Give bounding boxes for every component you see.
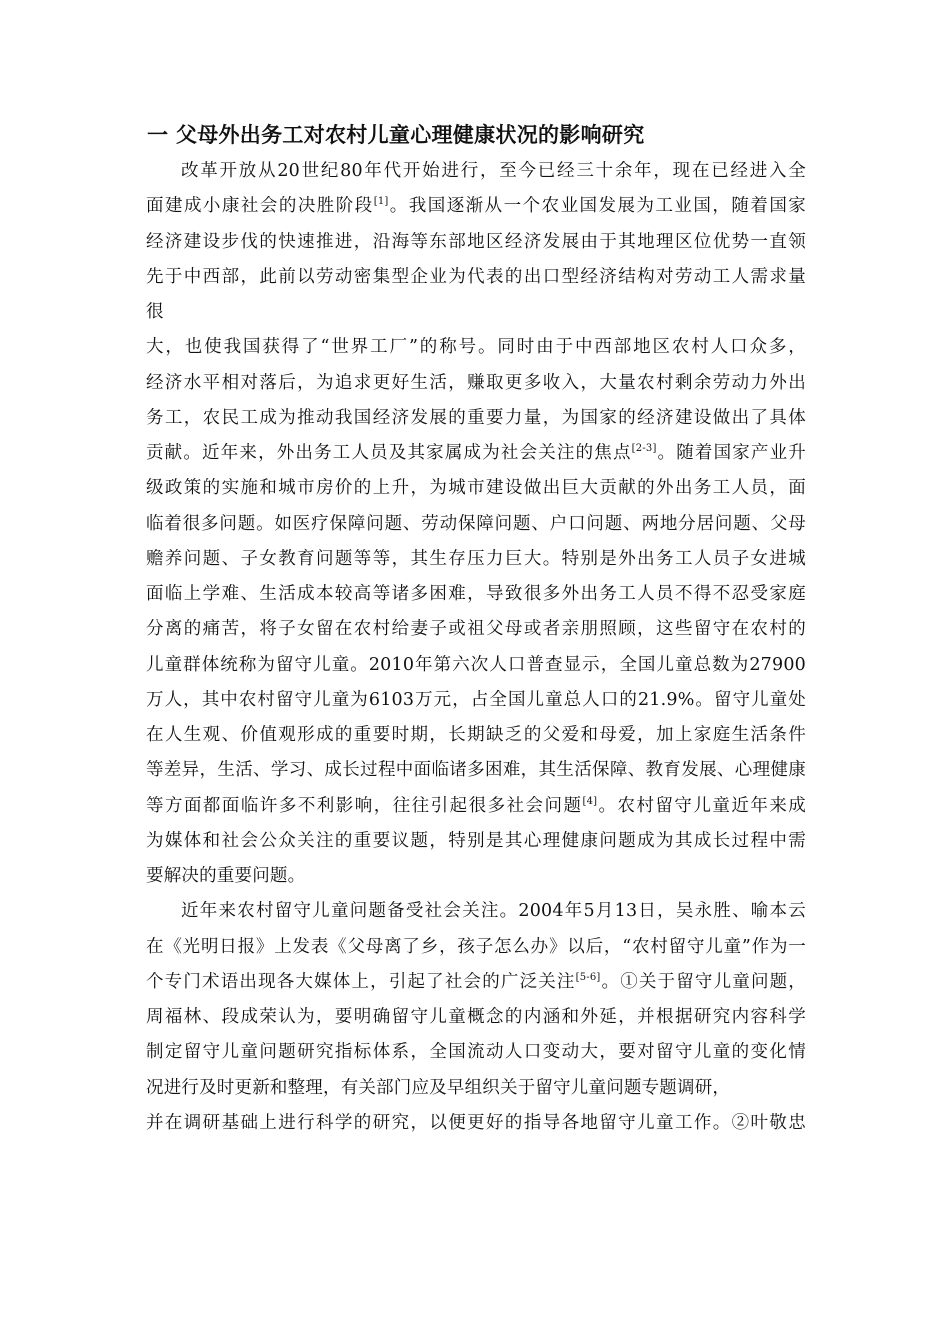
text-line-main: 在《光明日报》上发表《父母离了乡，孩子怎么办》以后，“农村留守儿童”作为一 — [146, 936, 806, 957]
text-line-continuation: 。农村留守儿童近年来成 — [597, 795, 806, 816]
text-line-main: 儿童群体统称为留守儿童。2010年第六次人口普查显示，全国儿童总数为27900 — [146, 654, 806, 675]
text-line-main: 改革开放从20世纪80年代开始进行，至今已经三十余年，现在已经进入全 — [181, 161, 806, 181]
text-line — [146, 792, 806, 820]
text-line-main: 经济水平相对落后，为追求更好生活，赚取更多收入，大量农村剩余劳动力外出 — [146, 372, 806, 393]
text-line — [146, 1074, 806, 1102]
text-line — [146, 756, 806, 784]
section-heading: 一 父母外出务工对农村儿童心理健康状况的影响研究 — [147, 122, 645, 147]
text-line-main: 个专门术语出现各大媒体上，引起了社会的广泛关注 — [146, 971, 576, 992]
citation-marker: [1] — [373, 196, 389, 208]
text-line-main: 近年来农村留守儿童问题备受社会关注。2004年5月13日，吴永胜、喻本云 — [181, 901, 806, 922]
text-line-main: 为媒体和社会公众关注的重要议题，特别是其心理健康问题成为其成长过程中需 — [146, 830, 806, 851]
text-line-main: 先于中西部，此前以劳动密集型企业为代表的出口型经济结构对劳动工人需求量 — [146, 266, 806, 287]
citation-marker: [4] — [582, 795, 598, 807]
text-line-main: 临着很多问题。如医疗保障问题、劳动保障问题、户口问题、两地分居问题、父母 — [146, 513, 806, 534]
text-line — [146, 651, 806, 679]
text-line-main: 分离的痛苦，将子女留在农村给妻子或祖父母或者亲朋照顾，这些留守在农村的 — [146, 619, 806, 640]
text-line — [146, 404, 806, 432]
text-line-main: 等差异，生活、学习、成长过程中面临诸多困难，其生活保障、教育发展、心理健康 — [146, 760, 806, 781]
text-line — [146, 192, 806, 220]
text-line — [146, 228, 806, 256]
text-line — [146, 439, 806, 467]
text-line — [146, 1038, 806, 1066]
text-line — [146, 580, 806, 608]
text-line — [146, 474, 806, 502]
text-line-main: 赡养问题、子女教育问题等等，其生存压力巨大。特别是外出务工人员子女进城 — [146, 548, 806, 569]
text-line-main: 在人生观、价值观形成的重要时期，长期缺乏的父爱和母爱，加上家庭生活条件 — [146, 725, 806, 745]
text-line — [146, 968, 806, 996]
citation-marker: [2-3] — [631, 443, 657, 454]
text-line-continuation: 。我国逐渐从一个农业国发展为工业国，随着国家 — [388, 196, 806, 217]
text-line-main: 很 — [146, 302, 164, 322]
text-line — [146, 721, 806, 749]
text-line — [146, 827, 806, 855]
text-line-continuation: 。随着国家产业升 — [656, 443, 806, 463]
text-line-main: 况进行及时更新和整理，有关部门应及早组织关于留守儿童问题专题调研， — [146, 1077, 731, 1098]
text-line-main: 务工，农民工成为推动我国经济发展的重要力量，为国家的经济建设做出了具体 — [146, 407, 806, 428]
text-line-main: 要解决的重要问题。 — [146, 866, 306, 886]
text-line-main: 等方面都面临许多不利影响，往往引起很多社会问题 — [146, 795, 583, 816]
text-line-main: 制定留守儿童问题研究指标体系，全国流动人口变动大，要对留守儿童的变化情 — [146, 1042, 806, 1063]
text-line — [181, 897, 806, 925]
text-line-main: 周福林、段成荣认为，要明确留守儿童概念的内涵和外延，并根据研究内容科学 — [146, 1007, 806, 1027]
text-line-main: 经济建设步伐的快速推进，沿海等东部地区经济发展由于其地理区位优势一直领 — [146, 231, 806, 252]
text-line — [146, 298, 806, 326]
text-line — [146, 510, 806, 538]
text-line — [146, 933, 806, 961]
text-line — [181, 157, 806, 185]
text-line — [146, 263, 806, 291]
text-line — [146, 545, 806, 573]
text-line-main: 大，也使我国获得了“世界工厂”的称号。同时由于中西部地区农村人口众多， — [146, 337, 806, 358]
text-line-main: 并在调研基础上进行科学的研究，以便更好的指导各地留守儿童工作。②叶敬忠 — [146, 1112, 806, 1133]
text-line-continuation: 。①关于留守儿童问题， — [600, 971, 806, 992]
text-line-main: 万人，其中农村留守儿童为6103万元，占全国儿童总人口的21.9%。留守儿童处 — [146, 689, 806, 710]
text-line — [146, 686, 806, 714]
text-line-main: 级政策的实施和城市房价的上升，为城市建设做出巨大贡献的外出务工人员，面 — [146, 478, 806, 499]
text-line-main: 贡献。近年来，外出务工人员及其家属成为社会关注的焦点 — [146, 443, 632, 463]
citation-marker: [5-6] — [575, 971, 601, 983]
text-line — [146, 333, 806, 361]
text-line — [146, 1003, 806, 1031]
text-line — [146, 615, 806, 643]
text-line-main: 面建成小康社会的决胜阶段 — [146, 196, 374, 217]
text-line — [146, 862, 806, 890]
text-line — [146, 369, 806, 397]
text-line — [146, 1109, 806, 1137]
text-line-main: 面临上学难、生活成本较高等诸多困难，导致很多外出务工人员不得不忍受家庭 — [146, 584, 806, 604]
